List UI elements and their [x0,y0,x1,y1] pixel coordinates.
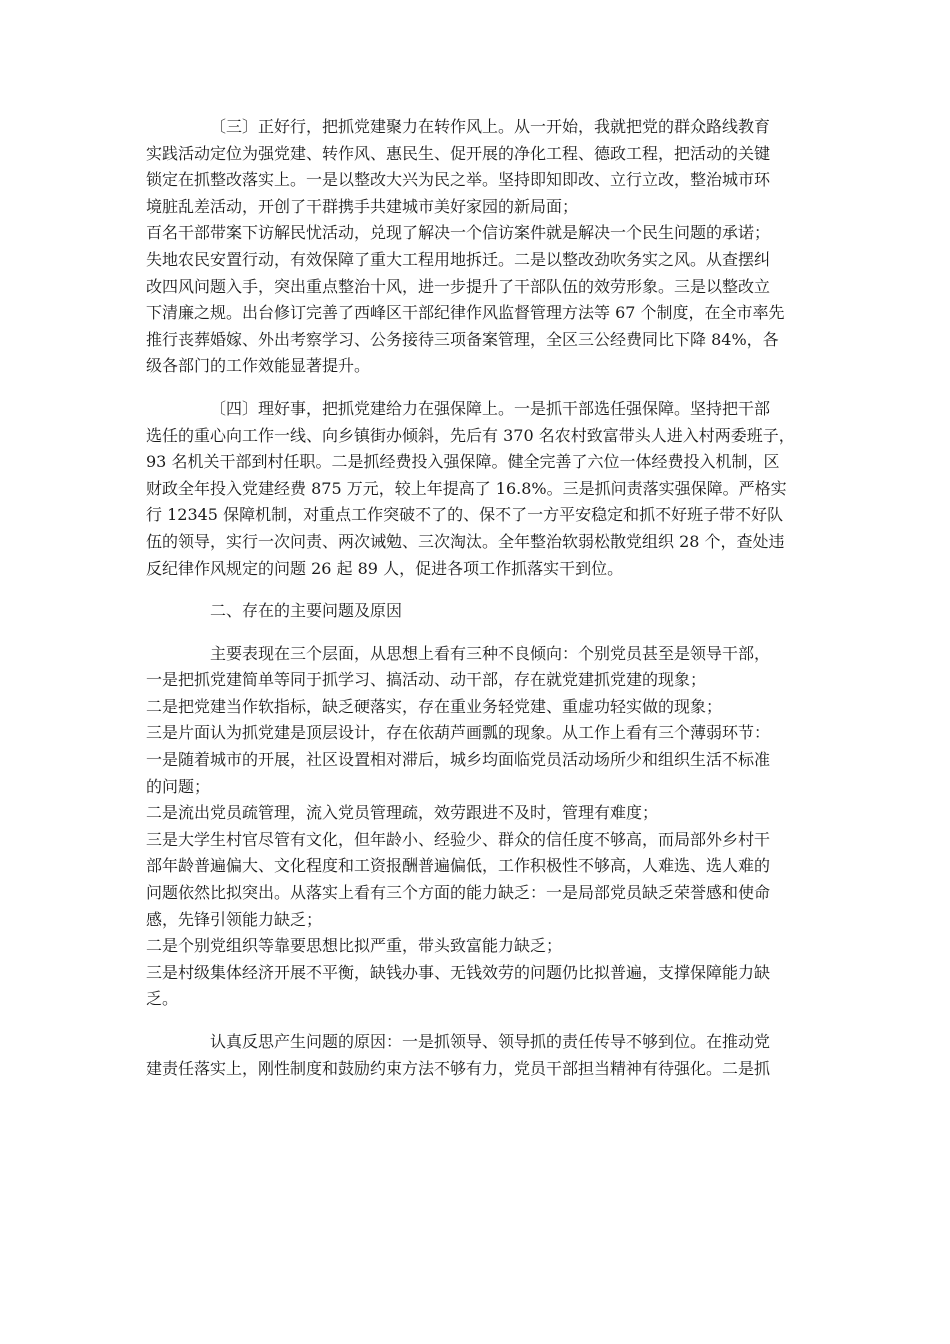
text-line: 二是把党建当作软指标，缺乏硬落实，存在重业务轻党建、重虚功轻实做的现象； [146,696,723,716]
paragraph-main-problems [146,641,806,1013]
text-line: 失地农民安置行动，有效保障了重大工程用地拆迁。二是以整改劲吹务实之风。从查摆纠 [146,249,771,269]
paragraph-reflection-causes [146,1029,806,1082]
paragraph-4-lihaoshi [146,396,806,582]
text-line: 下清廉之规。出台修订完善了西峰区干部纪律作风监督管理方法等 67 个制度，在全市率先 [146,303,785,323]
text-line: 一是随着城市的开展，社区设置相对滞后，城乡均面临党员活动场所少和组织生活不标准 [146,750,771,770]
text-line: 境脏乱差活动，开创了干群携手共建城市美好家园的新局面； [146,196,579,216]
section-heading-text: 二、存在的主要问题及原因 [210,601,403,621]
document-page [146,114,806,1098]
text-line: 乏。 [146,989,179,1009]
text-line: 百名干部带案下访解民忧活动，兑现了解决一个信访案件就是解决一个民生问题的承诺； [146,223,771,243]
text-line: 伍的领导，实行一次问责、两次诫勉、三次淘汰。全年整治软弱松散党组织 28 个，查处违 [146,531,785,551]
text-line: 三是大学生村官尽管有文化，但年龄小、经验少、群众的信任度不够高，而局部外乡村干 [146,829,771,849]
text-line: 二是流出党员疏管理，流入党员管理疏，效劳跟进不及时，管理有难度； [146,803,659,823]
text-line: 锁定在抓整改落实上。一是以整改大兴为民之举。坚持即知即改、立行立改，整治城市环 [146,170,771,190]
text-line: 〔四〕理好事，把抓党建给力在强保障上。一是抓干部选任强保障。坚持把干部 [210,398,771,418]
text-line: 级各部门的工作效能显著提升。 [146,356,371,376]
paragraph-3-zhenghaoxing [146,114,806,380]
text-line: 二是个别党组织等靠要思想比拟严重，带头致富能力缺乏； [146,936,563,956]
text-line: 财政全年投入党建经费 875 万元，较上年提高了 16.8%。三是抓问责落实强保障。严格实 [146,478,787,498]
text-line: 建责任落实上，刚性制度和鼓励约束方法不够有力，党员干部担当精神有待强化。二是抓 [146,1058,771,1078]
text-line: 反纪律作风规定的问题 26 起 89 人，促进各项工作抓落实干到位。 [146,558,624,578]
section-heading [146,598,806,625]
text-line: 感，先锋引领能力缺乏； [146,909,323,929]
text-line: 主要表现在三个层面，从思想上看有三种不良倾向：个别党员甚至是领导干部， [210,643,771,663]
text-line: 的问题； [146,776,211,796]
text-line: 部年龄普遍偏大、文化程度和工资报酬普遍偏低，工作积极性不够高，人难选、选人难的 [146,856,771,876]
text-line: 改四风问题入手，突出重点整治十风，进一步提升了干部队伍的效劳形象。三是以整改立 [146,276,771,296]
text-line: 行 12345 保障机制，对重点工作突破不了的、保不了一方平安稳定和抓不好班子带不好队 [146,505,784,525]
text-line: 推行丧葬婚嫁、外出考察学习、公务接待三项备案管理，全区三公经费同比下降 84%，各 [146,329,779,349]
text-line: 三是村级集体经济开展不平衡，缺钱办事、无钱效劳的问题仍比拟普遍，支撑保障能力缺 [146,962,771,982]
text-line: 实践活动定位为强党建、转作风、惠民生、促开展的净化工程、德政工程，把活动的关键 [146,143,771,163]
text-line: 三是片面认为抓党建是顶层设计，存在依葫芦画瓢的现象。从工作上看有三个薄弱环节： [146,723,771,743]
text-line: 选任的重心向工作一线、向乡镇街办倾斜，先后有 370 名农村致富带头人进入村两委班子， [146,425,795,445]
text-line: 一是把抓党建简单等同于抓学习、搞活动、动干部，存在就党建抓党建的现象； [146,670,707,690]
text-line: 93 名机关干部到村任职。二是抓经费投入强保障。健全完善了六位一体经费投入机制，区 [146,452,780,472]
text-line: 认真反思产生问题的原因：一是抓领导、领导抓的责任传导不够到位。在推动党 [210,1032,771,1051]
text-line: 问题依然比拟突出。从落实上看有三个方面的能力缺乏：一是局部党员缺乏荣誉感和使命 [146,883,771,903]
text-line: 〔三〕正好行，把抓党建聚力在转作风上。从一开始，我就把党的群众路线教育 [210,117,771,136]
